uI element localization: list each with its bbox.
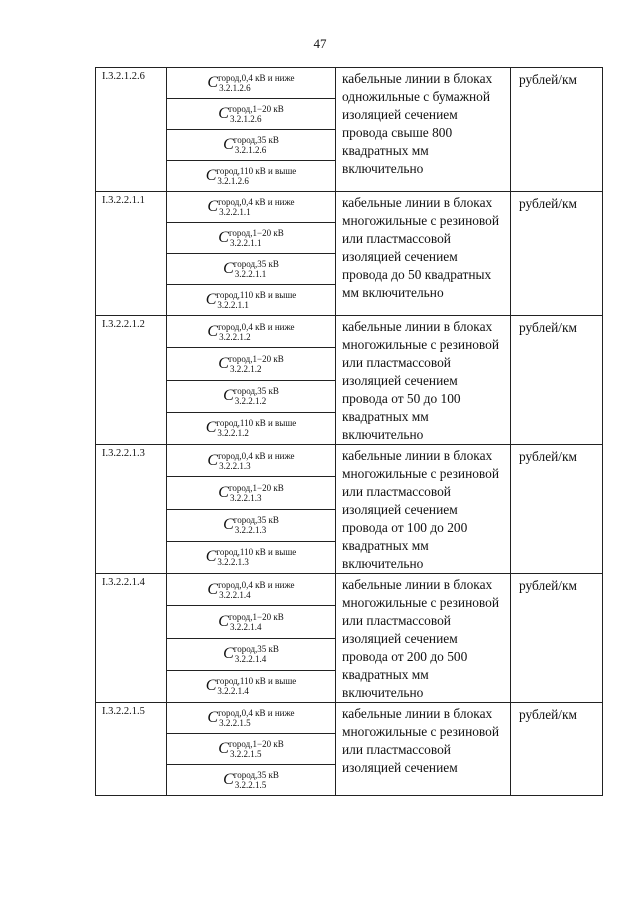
formula-subscript: 3.2.2.1.1 xyxy=(217,300,249,310)
formula-cell xyxy=(167,316,336,348)
table-row xyxy=(96,316,603,348)
formula-subscript: 3.2.2.1.2 xyxy=(229,363,262,374)
formula-symbol: C xyxy=(218,612,229,630)
formula-cell xyxy=(167,477,336,509)
formula-symbol: C xyxy=(207,198,219,215)
row-code: I.3.2.2.1.3 xyxy=(96,445,167,574)
formula-superscript: город,0,4 кВ и ниже xyxy=(218,197,295,207)
formula-subscript: 3.2.2.1.3 xyxy=(229,492,262,503)
formula-subscript: 3.2.2.1.1 xyxy=(219,207,251,217)
formula-symbol: C xyxy=(207,322,219,340)
formula-superscript: город,35 кВ xyxy=(233,386,279,397)
formula-cell xyxy=(167,380,336,412)
formula-subscript: 3.2.1.2.6 xyxy=(229,114,262,124)
formula-superscript: город,1−20 кВ xyxy=(228,104,284,114)
formula-superscript: город,35 кВ xyxy=(233,259,279,269)
row-description: кабельные линии в блоках многожильные с резиновой или пластмассовой изоляцией сечением провода от 200 до 500 квадратных мм включительно xyxy=(336,574,511,703)
formula-superscript: город,1−20 кВ xyxy=(228,353,284,364)
formula-symbol: C xyxy=(205,548,217,566)
formula-cell xyxy=(167,412,336,444)
formula-symbol: C xyxy=(218,105,229,122)
formula-superscript: город,35 кВ xyxy=(233,135,279,145)
formula-subscript: 3.2.2.1.5 xyxy=(234,780,267,790)
formula-subscript: 3.2.2.1.1 xyxy=(234,269,267,279)
row-code: I.3.2.2.1.2 xyxy=(96,316,167,445)
formula-symbol: C xyxy=(207,709,219,726)
formula-subscript: 3.2.2.1.2 xyxy=(219,331,251,342)
formula-cell xyxy=(167,734,336,765)
formula-superscript: город,35 кВ xyxy=(233,515,279,526)
formula-symbol: C xyxy=(223,387,234,405)
formula-symbol: C xyxy=(223,645,234,663)
formula-cell xyxy=(167,445,336,477)
row-description: кабельные линии в блоках многожильные с резиновой или пластмассовой изоляцией сечением xyxy=(336,703,511,796)
formula-superscript: город,1−20 кВ xyxy=(228,228,284,238)
formula-subscript: 3.2.2.1.4 xyxy=(217,686,249,697)
row-unit: рублей/км xyxy=(511,316,603,445)
formula-cell xyxy=(167,574,336,606)
formula-superscript: город,1−20 кВ xyxy=(228,739,284,749)
formula-superscript: город,110 кВ и выше xyxy=(216,676,297,687)
formula-subscript: 3.2.1.2.6 xyxy=(234,145,267,155)
table-row xyxy=(96,192,603,223)
formula-superscript: город,0,4 кВ и ниже xyxy=(218,321,295,332)
formula-cell xyxy=(167,68,336,99)
formula-subscript: 3.2.2.1.1 xyxy=(229,238,262,248)
row-description: кабельные линии в блоках многожильные с резиновой или пластмассовой изоляцией сечением провода до 50 квадратных мм включительно xyxy=(336,192,511,316)
formula-cell xyxy=(167,99,336,130)
table-row xyxy=(96,574,603,606)
row-unit: рублей/км xyxy=(511,703,603,796)
table-row xyxy=(96,703,603,734)
formula-subscript: 3.2.2.1.3 xyxy=(219,460,251,471)
formula-symbol: C xyxy=(205,167,217,184)
formula-superscript: город,0,4 кВ и ниже xyxy=(218,450,295,461)
formula-subscript: 3.2.2.1.2 xyxy=(217,428,249,439)
row-description: кабельные линии в блоках многожильные с резиновой или пластмассовой изоляцией сечением провода от 50 до 100 квадратных мм включительно xyxy=(336,316,511,445)
formula-subscript: 3.2.2.1.4 xyxy=(219,589,251,600)
formula-superscript: город,110 кВ и выше xyxy=(216,547,297,558)
formula-subscript: 3.2.2.1.3 xyxy=(234,525,267,536)
row-code: I.3.2.2.1.4 xyxy=(96,574,167,703)
row-code: I.3.2.2.1.1 xyxy=(96,192,167,316)
formula-cell xyxy=(167,161,336,192)
formula-symbol: C xyxy=(207,580,219,598)
formula-symbol: C xyxy=(218,740,229,757)
row-code: I.3.2.1.2.6 xyxy=(96,68,167,192)
formula-superscript: город,110 кВ и выше xyxy=(216,166,297,176)
formula-cell xyxy=(167,348,336,380)
formula-symbol: C xyxy=(218,229,229,246)
formula-cell xyxy=(167,606,336,638)
formula-cell xyxy=(167,223,336,254)
formula-symbol: C xyxy=(205,677,217,695)
formula-symbol: C xyxy=(223,136,234,153)
formula-cell xyxy=(167,638,336,670)
row-unit: рублей/км xyxy=(511,192,603,316)
formula-symbol: C xyxy=(218,354,229,372)
formula-superscript: город,35 кВ xyxy=(233,644,279,655)
formula-cell xyxy=(167,509,336,541)
row-code: I.3.2.2.1.5 xyxy=(96,703,167,796)
formula-superscript: город,110 кВ и выше xyxy=(216,290,297,300)
formula-symbol: C xyxy=(223,516,234,534)
formula-cell xyxy=(167,192,336,223)
row-description: кабельные линии в блоках одножильные с бумажной изоляцией сечением провода свыше 800 квадратных мм включительно xyxy=(336,68,511,192)
formula-superscript: город,0,4 кВ и ниже xyxy=(218,708,295,718)
table-row xyxy=(96,445,603,477)
formula-superscript: город,1−20 кВ xyxy=(228,611,284,622)
tariff-table xyxy=(95,67,603,796)
formula-subscript: 3.2.2.1.2 xyxy=(234,396,267,407)
formula-cell xyxy=(167,541,336,573)
formula-subscript: 3.2.2.1.4 xyxy=(234,654,267,665)
formula-cell xyxy=(167,285,336,316)
formula-symbol: C xyxy=(205,291,217,308)
row-unit: рублей/км xyxy=(511,574,603,703)
row-unit: рублей/км xyxy=(511,68,603,192)
formula-subscript: 3.2.2.1.3 xyxy=(217,557,249,568)
formula-superscript: город,110 кВ и выше xyxy=(216,418,297,429)
formula-subscript: 3.2.2.1.5 xyxy=(219,718,251,728)
formula-subscript: 3.2.1.2.6 xyxy=(217,176,249,186)
formula-subscript: 3.2.2.1.4 xyxy=(229,621,262,632)
formula-cell xyxy=(167,254,336,285)
formula-cell xyxy=(167,130,336,161)
formula-symbol: C xyxy=(205,419,217,437)
formula-symbol: C xyxy=(223,771,234,788)
formula-cell xyxy=(167,765,336,796)
formula-subscript: 3.2.1.2.6 xyxy=(219,83,251,93)
row-unit: рублей/км xyxy=(511,445,603,574)
page-number: 47 xyxy=(313,36,327,51)
formula-cell xyxy=(167,703,336,734)
formula-superscript: город,1−20 кВ xyxy=(228,482,284,493)
formula-symbol: C xyxy=(207,451,219,469)
formula-symbol: C xyxy=(207,74,219,91)
formula-superscript: город,0,4 кВ и ниже xyxy=(218,579,295,590)
formula-symbol: C xyxy=(223,260,234,277)
formula-symbol: C xyxy=(218,483,229,501)
formula-superscript: город,0,4 кВ и ниже xyxy=(218,73,295,83)
row-description: кабельные линии в блоках многожильные с резиновой или пластмассовой изоляцией сечением провода от 100 до 200 квадратных мм включительно xyxy=(336,445,511,574)
formula-cell xyxy=(167,670,336,702)
formula-subscript: 3.2.2.1.5 xyxy=(229,749,262,759)
formula-superscript: город,35 кВ xyxy=(233,770,279,780)
table-row xyxy=(96,68,603,99)
